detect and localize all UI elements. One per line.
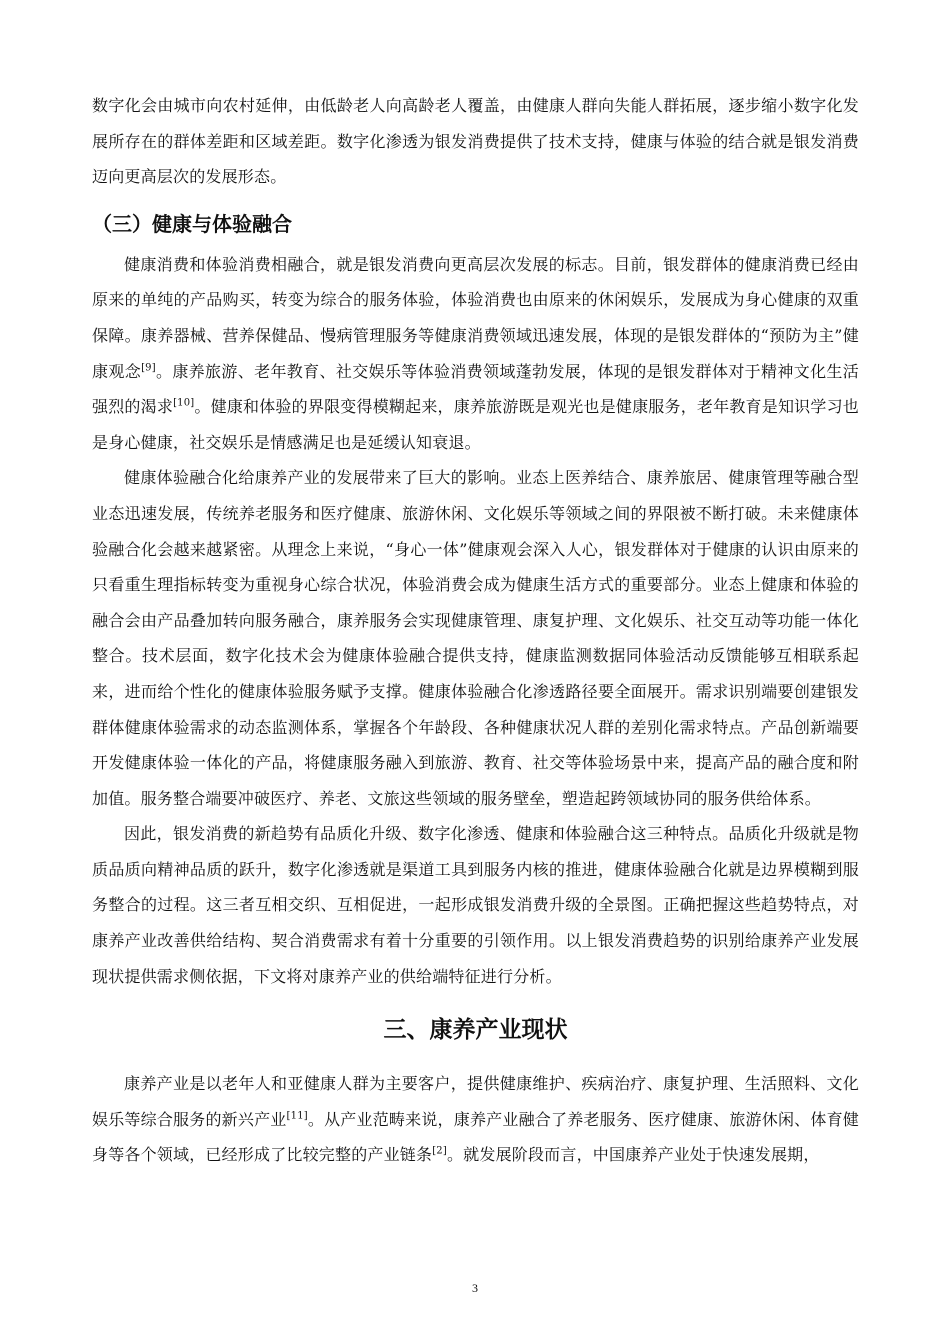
citation-9: [9] xyxy=(141,362,156,374)
paragraph-summary: 因此，银发消费的新趋势有品质化升级、数字化渗透、健康和体验融合这三种特点。品质化升级就是物质品质向精神品质的跃升，数字化渗透就是渠道工具到服务内核的推进，健康体验融合化就是边界模糊到服务整合的过程。这三者互相交织、互相促进，一起形成银发消费升级的全景图。正确把握这些趋势特点，对康养产业改善供给结构、契合消费需求有着十分重要的引领作用。以上银发消费趋势的识别给康养产业发展现状提供需求侧依据，下文将对康养产业的供给端特征进行分析。 xyxy=(92,824,859,986)
paragraph-text: 。健康和体验的界限变得模糊起来，康养旅游既是观光也是健康服务，老年教育是知识学习也是身心健康，社交娱乐是情感满足也是延缓认知衰退。 xyxy=(92,397,859,452)
paragraph-health-experience-1 xyxy=(92,247,859,461)
citation-10: [10] xyxy=(173,397,195,409)
citation-11: [11] xyxy=(286,1110,308,1122)
paragraph-text: 。康养旅游、老年教育、社交娱乐等体验消费领域蓬勃发展，体现的是银发群体对于精神文化生活强烈的渴求 xyxy=(92,361,859,417)
paragraph-text: 。就发展阶段而言，中国康养产业处于快速发展期， xyxy=(446,1145,820,1165)
document-page xyxy=(92,88,859,1173)
paragraph-industry-status-1 xyxy=(92,1066,859,1173)
chapter-heading-industry-status: 三、康养产业现状 xyxy=(383,1017,568,1044)
citation-2: [2] xyxy=(432,1146,447,1158)
intro-paragraph: 数字化会由城市向农村延伸，由低龄老人向高龄老人覆盖，由健康人群向失能人群拓展，逐步缩小数字化发展所存在的群体差距和区域差距。数字化渗透为银发消费提供了技术支持，健康与体验的结合就是银发消费迈向更高层次的发展形态。 xyxy=(92,96,859,187)
page-number: 3 xyxy=(472,1281,478,1295)
paragraph-text: 。从产业范畴来说，康养产业融合了养老服务、医疗健康、旅游休闲、体育健身等各个领域，已经形成了比较完整的产业链条 xyxy=(92,1109,859,1165)
paragraph-health-experience-2: 健康体验融合化给康养产业的发展带来了巨大的影响。业态上医养结合、康养旅居、健康管理等融合型业态迅速发展，传统养老服务和医疗健康、旅游休闲、文化娱乐等领域之间的界限被不断打破。未来健康体验融合化会越来越紧密。从理念上来说，“身心一体”健康观会深入人心，银发群体对于健康的认识由原来的只看重生理指标转变为重视身心综合状况，体验消费会成为健康生活方式的重要部分。业态上健康和体验的融合会由产品叠加转向服务融合，康养服务会实现健康管理、康复护理、文化娱乐、社交互动等功能一体化整合。技术层面，数字化技术会为健康体验融合提供支持，健康监测数据同体验活动反馈能够互相联系起来，进而给个性化的健康体验服务赋予支撑。健康体验融合化渗透路径要全面展开。需求识别端要创建银发群体健康体验需求的动态监测体系，掌握各个年龄段、各种健康状况人群的差别化需求特点。产品创新端要开发健康体验一体化的产品，将健康服务融入到旅游、教育、社交等体验场景中来，提高产品的融合度和附加值。服务整合端要冲破医疗、养老、文旅这些领域的服务壁垒，塑造起跨领域协同的服务供给体系。 xyxy=(92,468,859,808)
section-heading-health-experience: （三）健康与体验融合 xyxy=(92,211,292,236)
paragraph-text: 健康消费和体验消费相融合，就是银发消费向更高层次发展的标志。目前，银发群体的健康消费已经由原来的单纯的产品购买，转变为综合的服务体验，体验消费也由原来的休闲娱乐，发展成为身心健康的双重保障。康养器械、营养保健品、慢病管理服务等健康消费领域迅速发展，体现的是银发群体的“预防为主”健康观念 xyxy=(92,254,859,381)
paragraph-text: 康养产业是以老年人和亚健康人群为主要客户，提供健康维护、疾病治疗、康复护理、生活照料、文化娱乐等综合服务的新兴产业 xyxy=(92,1074,859,1129)
